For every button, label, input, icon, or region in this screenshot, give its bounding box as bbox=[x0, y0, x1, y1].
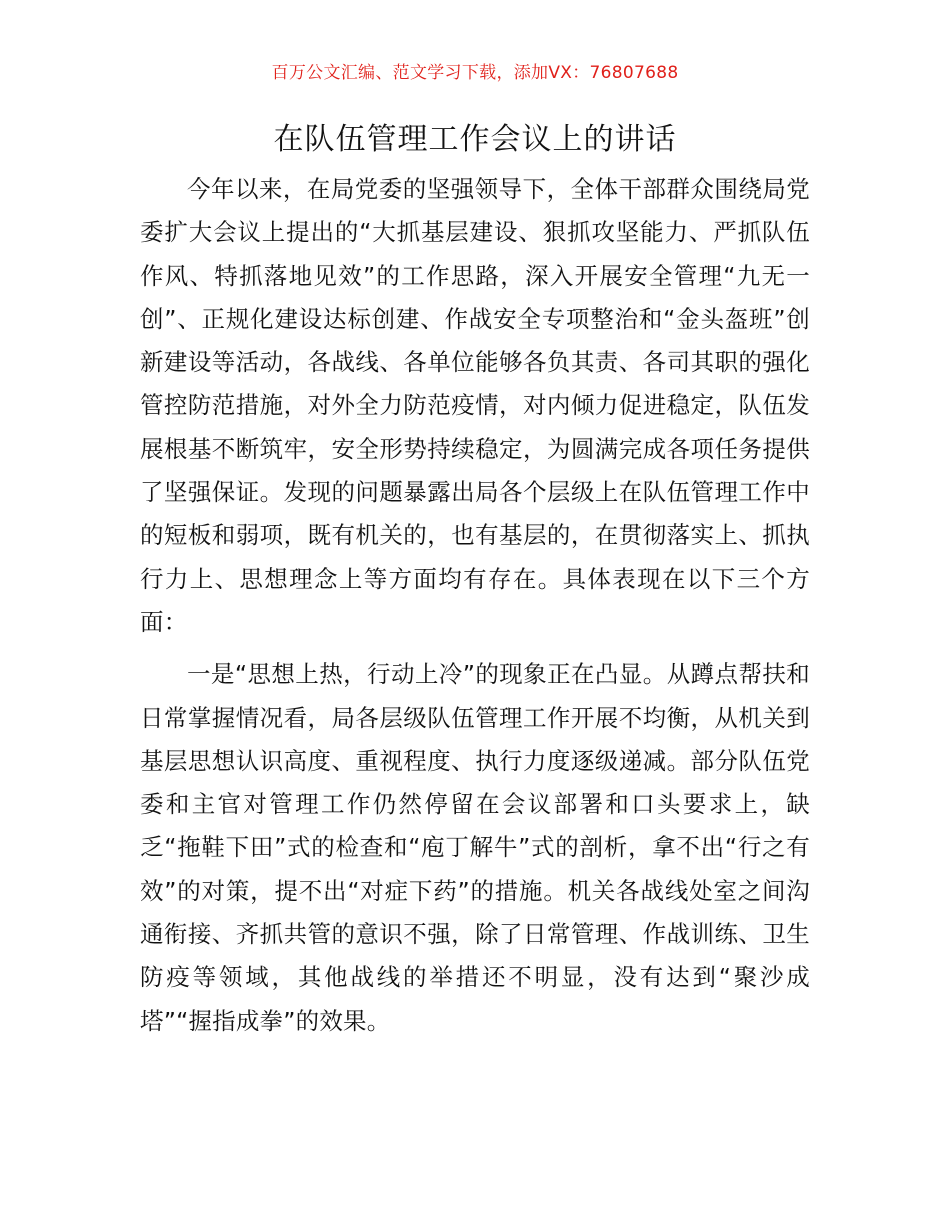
document-body bbox=[140, 168, 810, 1043]
header-watermark-note: 百万公文汇编、范文学习下载，添加VX：76807688 bbox=[271, 63, 679, 83]
document-title: 在队伍管理工作会议上的讲话 bbox=[273, 122, 677, 157]
paragraph-point-one: 一是“思想上热，行动上冷”的现象正在凸显。从蹲点帮扶和日常掌握情况看，局各层级队伍管理工作开展不均衡，从机关到基层思想认识高度、重视程度、执行力度逐级递减。部分队伍党委和主官对管理工作仍然停留在会议部署和口头要求上，缺乏“拖鞋下田”式的检查和“庖丁解牛”式的剖析，拿不出“行之有效”的对策，提不出“对症下药”的措施。机关各战线处室之间沟通衔接、齐抓共管的意识不强，除了日常管理、作战训练、卫生防疫等领域，其他战线的举措还不明显，没有达到“聚沙成塔”“握指成拳”的效果。 bbox=[140, 660, 810, 1035]
paragraph-intro: 今年以来，在局党委的坚强领导下，全体干部群众围绕局党委扩大会议上提出的“大抓基层建设、狠抓攻坚能力、严抓队伍作风、特抓落地见效”的工作思路，深入开展安全管理“九无一创”、正规化建设达标创建、作战安全专项整治和“金头盔班”创新建设等活动，各战线、各单位能够各负其责、各司其职的强化管控防范措施，对外全力防范疫情，对内倾力促进稳定，队伍发展根基不断筑牢，安全形势持续稳定，为圆满完成各项任务提供了坚强保证。发现的问题暴露出局各个层级上在队伍管理工作中的短板和弱项，既有机关的，也有基层的，在贯彻落实上、抓执行力上、思想理念上等方面均有存在。具体表现在以下三个方面： bbox=[140, 175, 810, 636]
